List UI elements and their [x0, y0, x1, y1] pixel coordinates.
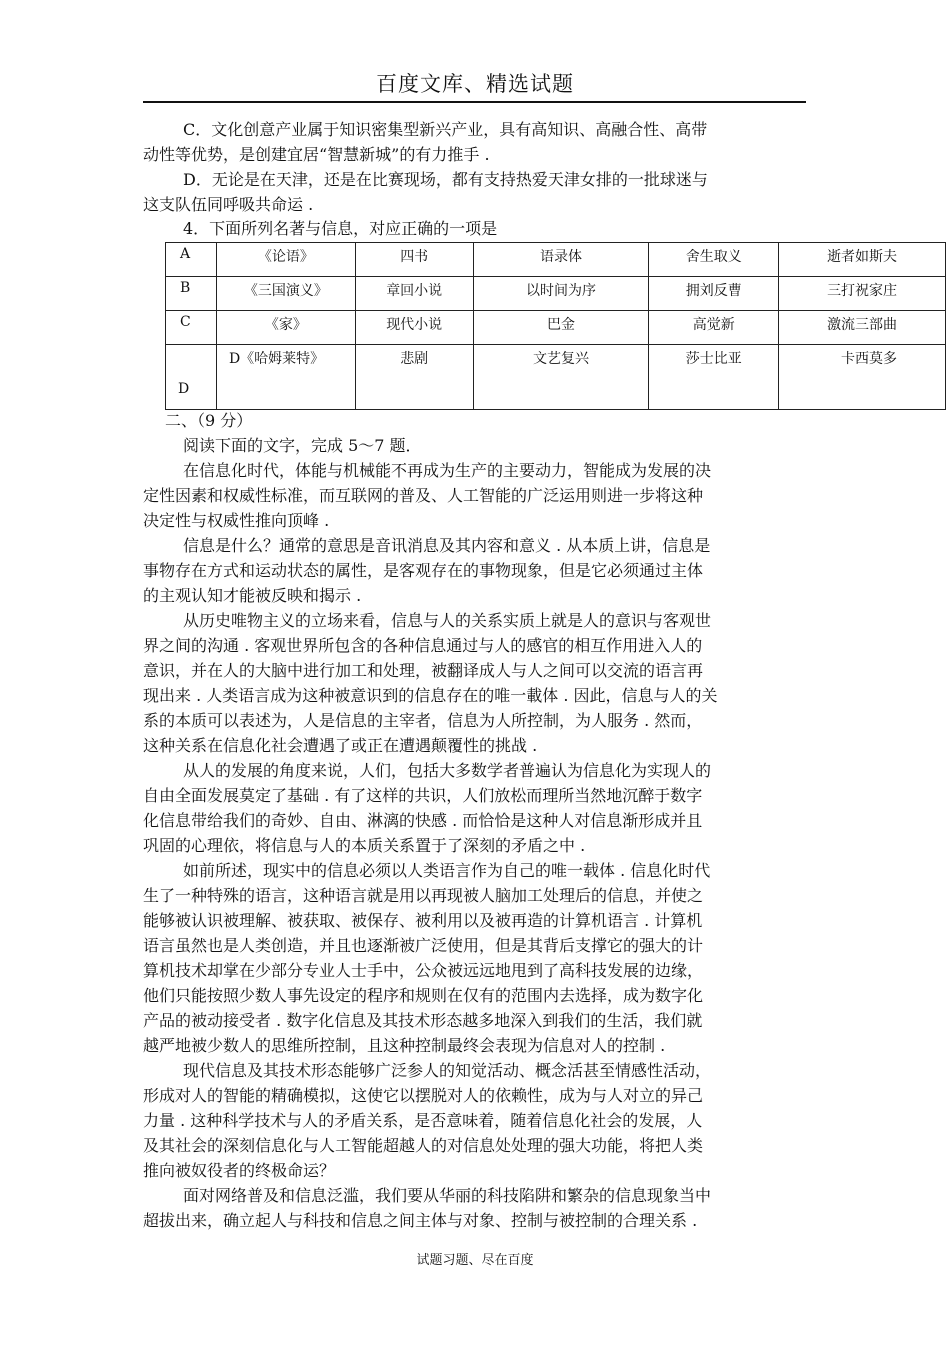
info-2: 语录体 [539, 249, 582, 265]
question4-stem: 4．下面所列名著与信息，对应正确的一项是 [183, 219, 498, 238]
info-1: 四书 [400, 249, 429, 265]
passage-line: 从历史唯物主义的立场来看，信息与人的关系实质上就是人的意识与客观世 [183, 611, 712, 630]
passage-line: 系的本质可以表述为，人是信息的主宰者，信息为人所控制，为人服务 . 然而， [143, 711, 703, 730]
passage-line: 这种关系在信息化社会遭遇了或正在遭遇颠覆性的挑战 . [143, 736, 538, 755]
table-cell [649, 243, 779, 277]
passage-line: 生了一种特殊的语言，这种语言就是用以再现被人脑加工处理后的信息，并使之 [143, 886, 704, 905]
work-title: D《哈姆莱特》 [228, 351, 325, 367]
passage-line: 形成对人的智能的精确模拟，这使它以摆脱对人的依赖性，成为与人对立的异己 [143, 1086, 704, 1105]
table-cell [779, 345, 946, 410]
table-cell [355, 311, 473, 345]
table-cell [649, 277, 779, 311]
passage-line: 巩固的心理依，将信息与人的本质关系置于了深刻的矛盾之中 . [143, 836, 586, 855]
table-cell [779, 277, 946, 311]
row-label-cell [166, 277, 217, 311]
row-label: C [180, 314, 191, 330]
table-cell [216, 311, 355, 345]
info-3: 舍生取义 [685, 249, 742, 265]
info-2: 文艺复兴 [532, 351, 589, 367]
passage-line: 现出来 . 人类语言成为这种被意识到的信息存在的唯一載体 . 因此，信息与人的关 [143, 686, 718, 705]
table-cell [649, 311, 779, 345]
table-cell [473, 311, 649, 345]
passage-line: 能够被认识被理解、被获取、被保存、被利用以及被再造的计算机语言 . 计算机 [143, 911, 703, 930]
row-label: D [178, 381, 190, 397]
option-d-line-2: 这支队伍同呼吸共命运 . [143, 195, 314, 214]
work-title: 《家》 [264, 317, 307, 333]
info-4: 激流三部曲 [827, 317, 898, 333]
row-label: B [180, 280, 191, 296]
table-row [166, 311, 946, 345]
passage-line: 推向被奴役者的终极命运？ [143, 1161, 336, 1180]
table-cell [355, 243, 473, 277]
table-row [166, 277, 946, 311]
passage-line: 的主观认知才能被反映和揭示 . [143, 586, 362, 605]
page-footer: 试题习题、尽在百度 [416, 1253, 534, 1268]
row-label-cell [166, 243, 217, 277]
row-label-cell [166, 311, 217, 345]
passage-line: 意识，并在人的大脑中进行加工和处理，被翻译成人与人之间可以交流的语言再 [143, 661, 704, 680]
work-title: 《论语》 [257, 249, 314, 265]
table-row [166, 345, 946, 410]
table-cell [779, 311, 946, 345]
table-cell [355, 345, 473, 410]
info-3: 莎士比亚 [685, 351, 742, 367]
passage-line: 现代信息及其技术形态能够广泛参人的知觉活动、概念活甚至情感性活动， [183, 1061, 712, 1080]
table-cell [473, 243, 649, 277]
passage-line: 化信息带给我们的奇妙、自由、淋漓的快感 . 而恰恰是这种人对信息渐形成并且 [143, 811, 703, 830]
passage-line: 自由全面发展莫定了基础 . 有了这样的共识，人们放松而理所当然地沉醉于数字 [143, 786, 703, 805]
page-header-title: 百度文库、精选试题 [376, 72, 574, 96]
passage-line: 力量 . 这种科学技术与人的矛盾关系，是否意味着，随着信息化社会的发展，人 [143, 1111, 703, 1130]
table-cell [355, 277, 473, 311]
passage-line: 事物存在方式和运动状态的属性，是客观存在的事物现象，但是它必须通过主体 [143, 561, 704, 580]
passage-line: 越严地被少数人的思维所控制，且这种控制最终会表现为信息对人的控制 . [143, 1036, 666, 1055]
work-title: 《三国演义》 [243, 283, 328, 299]
table-cell [473, 277, 649, 311]
row-label: A [180, 246, 191, 262]
table-cell [216, 243, 355, 277]
option-c-line-1: C．文化创意产业属于知识密集型新兴产业，具有高知识、高融合性、高带 [183, 120, 708, 139]
table-cell [649, 345, 779, 410]
passage-line: 面对网络普及和信息泛滥，我们要从华丽的科技陷阱和繁杂的信息现象当中 [183, 1186, 712, 1205]
info-4: 三打祝家庄 [827, 283, 898, 299]
info-2: 巴金 [546, 317, 575, 333]
info-1: 悲剧 [400, 351, 429, 367]
info-1: 现代小说 [386, 317, 443, 333]
info-2: 以时间为序 [525, 283, 596, 299]
passage-line: 决定性与权威性推向顶峰 . [143, 511, 330, 530]
info-3: 高觉新 [692, 317, 735, 333]
passage-line: 及其社会的深刻信息化与人工智能超越人的对信息处处理的强大功能，将把人类 [143, 1136, 704, 1155]
passage-line: 算机技术却掌在少部分专业人士手中，公众被远远地甩到了高科技发展的边缘， [143, 961, 704, 980]
passage-line: 语言虽然也是人类创造，并且也逐渐被广泛使用，但是其背后支撑它的强大的计 [143, 936, 704, 955]
passage-line: 他们只能按照少数人事先设定的程序和规则在仅有的范围内去选择，成为数字化 [143, 986, 704, 1005]
info-3: 拥刘反曹 [685, 283, 742, 299]
table-cell [779, 243, 946, 277]
passage-line: 如前所述，现实中的信息必须以人类语言作为自己的唯一载体 . 信息化时代 [183, 861, 711, 880]
section2-heading: 二、（9 分） [165, 411, 253, 430]
row-label-cell [166, 345, 217, 410]
option-d-line-1: D．无论是在天津，还是在比赛现场，都有支持热爱天津女排的一批球迷与 [183, 170, 708, 189]
section2-instruction: 阅读下面的文字，完成 5～7 题． [183, 436, 422, 455]
passage-line: 产品的被动接受者 . 数字化信息及其技术形态越多地深入到我们的生活，我们就 [143, 1011, 703, 1030]
passage-line: 在信息化时代，体能与机械能不再成为生产的主要动力，智能成为发展的决 [183, 461, 712, 480]
passage-line: 定性因素和权威性标准，而互联网的普及、人工智能的广泛运用则进一步将这种 [143, 486, 704, 505]
passage-line: 从人的发展的角度来说，人们，包括大多数学者普遍认为信息化为实现人的 [183, 761, 712, 780]
info-4: 逝者如斯夫 [827, 249, 898, 265]
question4-table [165, 242, 946, 410]
header-rule [143, 101, 806, 103]
table-cell [473, 345, 649, 410]
table-cell [216, 345, 355, 410]
info-4: 卡西莫多 [841, 351, 897, 367]
option-c-line-2: 动性等优势，是创建宜居“智慧新城”的有力推手 . [143, 145, 490, 164]
table-row [166, 243, 946, 277]
passage-line: 信息是什么？通常的意思是音讯消息及其内容和意义 . 从本质上讲，信息是 [183, 536, 711, 555]
table-cell [216, 277, 355, 311]
passage-line: 超拔出来，确立起人与科技和信息之间主体与对象、控制与被控制的合理关系 . [143, 1211, 698, 1230]
passage-line: 界之间的沟通 . 客观世界所包含的各种信息通过与人的感官的相互作用进入人的 [143, 636, 703, 655]
info-1: 章回小说 [386, 283, 443, 299]
